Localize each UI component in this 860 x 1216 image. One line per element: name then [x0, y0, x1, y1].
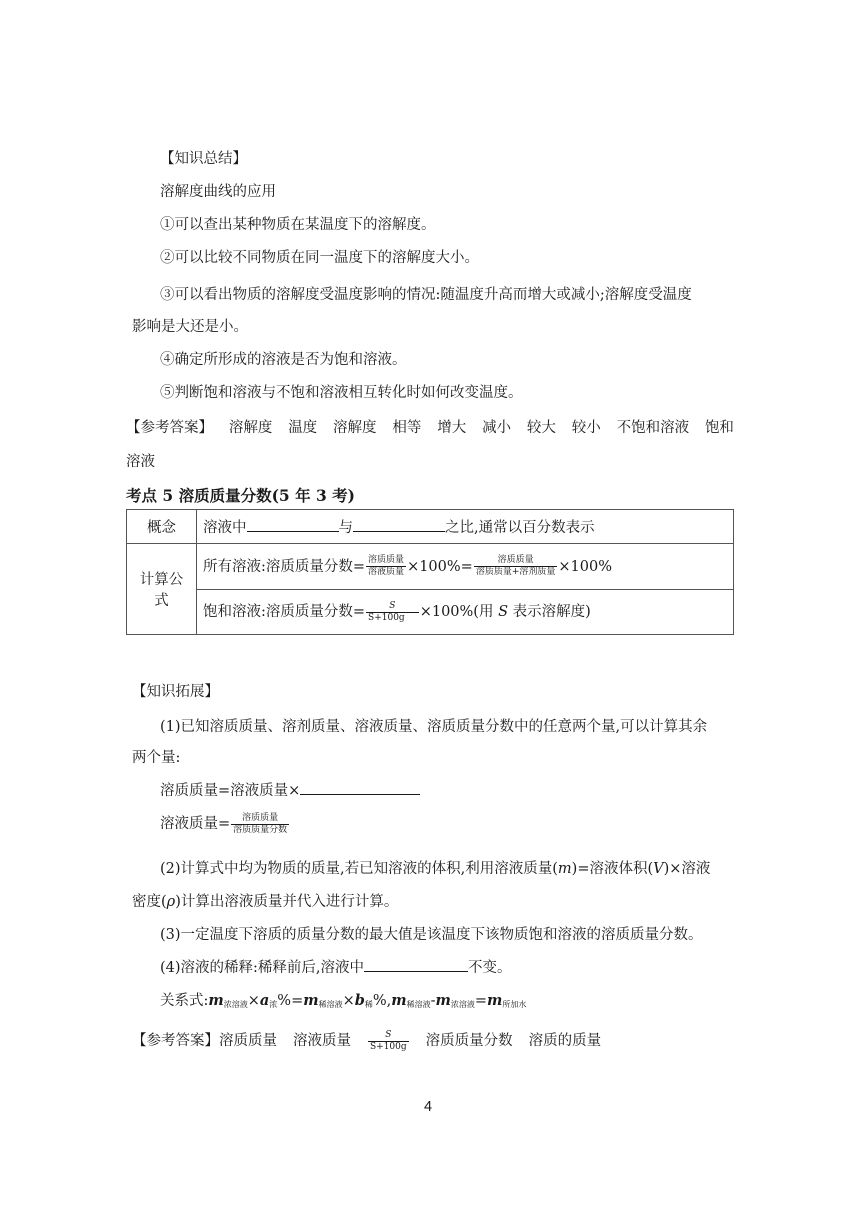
extension-p3: (3)一定温度下溶质的质量分数的最大值是该温度下该物质饱和溶液的溶质质量分数。 — [160, 927, 703, 943]
p2-text: )=溶液体积( — [571, 861, 654, 877]
eq2-text: 溶液质量= — [160, 816, 231, 832]
symbol-m: m — [391, 992, 407, 1009]
operator: × — [247, 993, 260, 1009]
symbol-m: m — [435, 992, 451, 1009]
fraction-numerator: 溶质质量 — [368, 555, 405, 566]
fraction — [366, 601, 419, 624]
subscript: 所加水 — [502, 1000, 527, 1009]
fraction-denominator: S+100g — [370, 1041, 407, 1052]
formula-2-mid: ×100%(用 — [419, 604, 499, 621]
fraction — [368, 1030, 409, 1053]
answer-item: 较大 — [526, 420, 556, 436]
answer-item: 减小 — [482, 420, 512, 436]
symbol-a: a — [259, 992, 270, 1009]
p2-text: (2)计算式中均为物质的质量,若已知溶液的体积,利用溶液质量( — [160, 861, 558, 877]
extension-eq1 — [160, 779, 420, 800]
blank-line — [353, 517, 445, 532]
concept-table — [126, 509, 734, 635]
fraction-denominator: 溶质质量+溶剂质量 — [475, 567, 556, 578]
operator: %, — [372, 993, 392, 1009]
operator: - — [430, 993, 436, 1009]
formula-1-mid: ×100%= — [407, 558, 473, 575]
fraction-denominator: S+100g — [366, 612, 419, 624]
answer-item: 增大 — [437, 420, 467, 436]
operator: × — [342, 993, 355, 1009]
p2-text: 密度( — [132, 894, 167, 910]
page-number: 4 — [424, 1099, 433, 1115]
summary-item-3: ③可以看出物质的溶解度受温度影响的情况:随温度升高而增大或减小;溶解度受温度 — [160, 287, 692, 303]
summary-answer-line — [126, 416, 734, 437]
extension-answer-line — [132, 1029, 601, 1053]
p4-text: (4)溶液的稀释:稀释前后,溶液中 — [160, 960, 365, 976]
answer-label: 【参考答案】 — [132, 1033, 219, 1049]
concept-text-mid: 与 — [338, 520, 353, 536]
answer-item: 相等 — [392, 420, 422, 436]
subscript: 浓 — [269, 1000, 278, 1009]
subscript: 稀溶液 — [318, 1000, 343, 1009]
blank-line — [247, 517, 339, 532]
answer-item: 溶质质量分数 — [425, 1033, 513, 1049]
p2-text: )计算出溶液质量并代入进行计算。 — [175, 894, 399, 910]
subscript: 稀 — [364, 1000, 373, 1009]
answer-item: 溶解度 — [228, 420, 273, 436]
fraction — [231, 813, 289, 836]
extension-header: 【知识拓展】 — [132, 684, 219, 700]
summary-answer-tail: 溶液 — [126, 454, 155, 470]
answer-item: 饱和 — [704, 420, 734, 436]
formula-1-tail: ×100% — [558, 558, 612, 575]
fraction-numerator: S — [385, 1029, 392, 1040]
table-concept-cell — [197, 510, 734, 544]
extension-p1-cont: 两个量: — [132, 750, 181, 766]
summary-item-5: ⑤判断饱和溶液与不饱和溶液相互转化时如何改变温度。 — [160, 385, 523, 401]
subscript: 浓溶液 — [223, 1000, 248, 1009]
symbol-m: m — [557, 861, 572, 877]
formula-2-tail: 表示溶解度) — [508, 604, 591, 621]
summary-header: 【知识总结】 — [160, 151, 247, 167]
answer-item: 溶质质量 — [219, 1033, 277, 1049]
summary-item-1: ①可以查出某种物质在某温度下的溶解度。 — [160, 217, 436, 233]
symbol-rho: ρ — [166, 894, 176, 910]
extension-p1: (1)已知溶质质量、溶剂质量、溶液质量、溶质质量分数中的任意两个量,可以计算其余 — [160, 719, 708, 735]
operator: = — [474, 993, 488, 1009]
symbol-m: m — [487, 992, 503, 1009]
fraction-denominator: 溶质质量分数 — [233, 824, 288, 835]
fraction — [474, 555, 558, 578]
summary-item-2: ②可以比较不同物质在同一温度下的溶解度大小。 — [160, 250, 479, 266]
relation-label: 关系式: — [160, 993, 209, 1009]
dilution-relation — [160, 989, 526, 1010]
answer-item: 溶液质量 — [293, 1033, 351, 1049]
operator: %= — [277, 993, 304, 1009]
p2-text: )×溶液 — [663, 861, 711, 877]
blank-line — [300, 780, 420, 795]
answer-item: 溶质的质量 — [528, 1033, 602, 1049]
fraction-numerator: 溶质质量 — [497, 555, 534, 566]
symbol-v: V — [653, 861, 664, 877]
answer-item: 不饱和溶液 — [616, 420, 690, 436]
fraction — [366, 555, 406, 578]
answer-label: 【参考答案】 — [126, 420, 213, 436]
extension-p4 — [160, 956, 512, 977]
summary-item-4: ④确定所形成的溶液是否为饱和溶液。 — [160, 352, 407, 368]
symbol-m: m — [303, 992, 319, 1009]
table-label-formula: 计算公式 — [127, 544, 197, 635]
fraction-numerator: S — [389, 600, 396, 611]
formula-all-solutions — [197, 544, 734, 590]
formula-saturated — [197, 590, 734, 635]
subscript: 浓溶液 — [450, 1000, 475, 1009]
summary-item-3-cont: 影响是大还是小。 — [132, 319, 248, 335]
fraction-denominator: 溶液质量 — [368, 567, 405, 578]
concept-text-pre: 溶液中 — [203, 520, 247, 536]
p4-text: 不变。 — [468, 960, 512, 976]
table-label-concept: 概念 — [127, 510, 197, 544]
fraction-numerator: 溶质质量 — [242, 812, 279, 823]
formula-1-label: 所有溶液:溶质质量分数= — [203, 558, 366, 575]
symbol-m: m — [208, 992, 224, 1009]
concept-text-post: 之比,通常以百分数表示 — [445, 520, 595, 536]
extension-eq2 — [160, 812, 290, 836]
formula-2-symbol: S — [498, 604, 509, 621]
answer-item: 较小 — [571, 420, 601, 436]
subscript: 稀溶液 — [406, 1000, 431, 1009]
eq1-text: 溶质质量=溶液质量× — [160, 783, 301, 799]
extension-p2-cont — [132, 890, 398, 911]
answer-item: 溶解度 — [333, 420, 377, 436]
answer-item: 温度 — [288, 420, 318, 436]
summary-title: 溶解度曲线的应用 — [160, 184, 276, 200]
section-title: 考点 5 溶质质量分数(5 年 3 考) — [126, 486, 356, 505]
extension-p2 — [160, 857, 710, 878]
symbol-b: b — [354, 992, 365, 1009]
formula-2-label: 饱和溶液:溶质质量分数= — [203, 604, 366, 621]
blank-line — [364, 957, 468, 972]
